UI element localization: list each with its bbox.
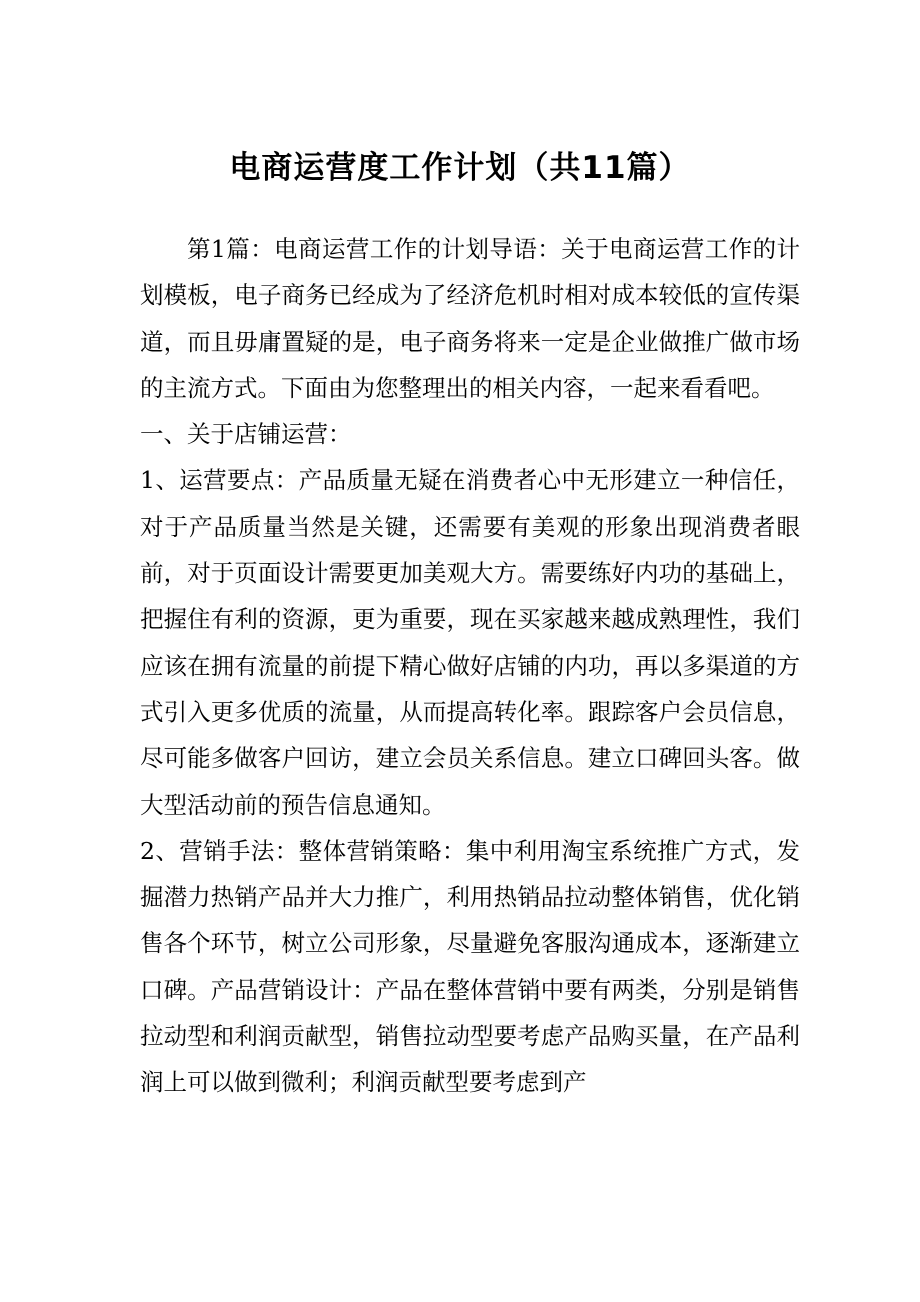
document-title: 电商运营度工作计划（共11篇） xyxy=(229,150,691,186)
section-heading-store-operation: 一、关于店铺运营： xyxy=(140,420,352,449)
intro-paragraph: 第1篇：电商运营工作的计划导语：关于电商运营工作的计划模板，电子商务已经成为了经济危机时相对成本较低的宣传渠道，而且毋庸置疑的是，电子商务将来一定是企业做推广做市场的主流方式。下面由为您整理出的相关内容，一起来看看吧。 xyxy=(140,235,800,402)
paragraph-marketing-methods: 2、营销手法：整体营销策略：集中利用淘宝系统推广方式，发掘潜力热销产品并大力推广，利用热销品拉动整体销售，优化销售各个环节，树立公司形象，尽量避免客服沟通成本，逐渐建立口碑。产品营销设计：产品在整体营销中要有两类，分别是销售拉动型和利润贡献型，销售拉动型要考虑产品购买量，在产品利润上可以做到微利；利润贡献型要考虑到产 xyxy=(140,836,800,1097)
paragraph-operation-points: 1、运营要点：产品质量无疑在消费者心中无形建立一种信任，对于产品质量当然是关键，还需要有美观的形象出现消费者眼前，对于页面设计需要更加美观大方。需要练好内功的基础上，把握住有利的资源，更为重要，现在买家越来越成熟理性，我们应该在拥有流量的前提下精心做好店铺的内功，再以多渠道的方式引入更多优质的流量，从而提高转化率。跟踪客户会员信息，尽可能多做客户回访，建立会员关系信息。建立口碑回头客。做大型活动前的预告信息通知。 xyxy=(140,466,800,819)
document-body xyxy=(140,226,800,1106)
